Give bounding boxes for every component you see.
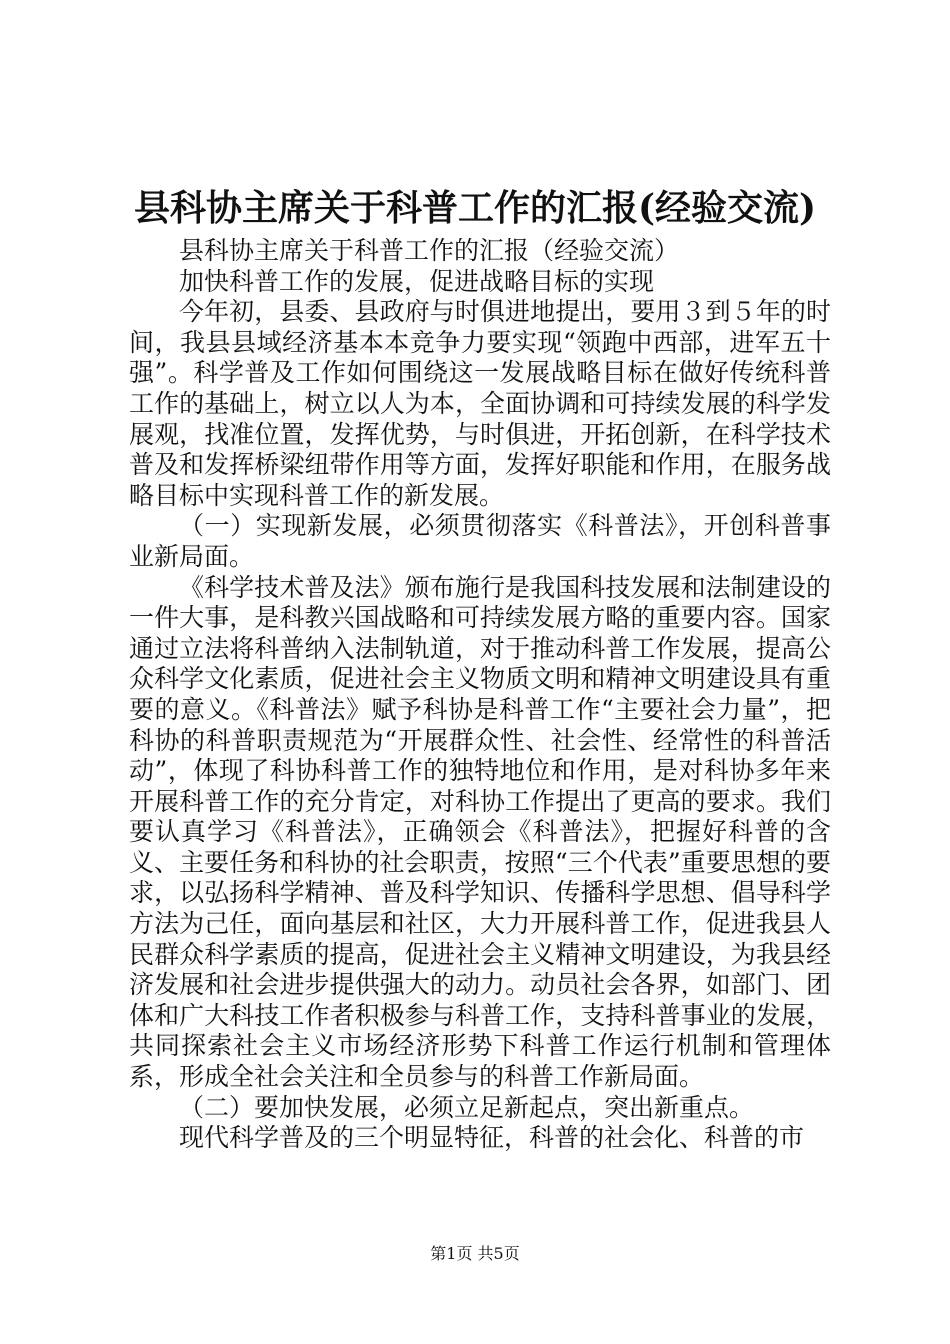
paragraph-section-2-heading: （二）要加快发展，必须立足新起点，突出新重点。 (179, 1092, 755, 1122)
document-body (129, 236, 831, 1154)
document-title: 县科协主席关于科普工作的汇报(经验交流) (133, 187, 817, 229)
paragraph-section-1-heading: （一）实现新发展，必须贯彻落实《科普法》，开创科普事业新局面。 (129, 511, 831, 571)
paragraph-section-1-body: 《科学技术普及法》颁布施行是我国科技发展和法制建设的一件大事，是科教兴国战略和可持续发展方略的重要内容。国家通过立法将科普纳入法制轨道，对于推动科普工作发展，提高公众科学文化素质，促进社会主义物质文明和精神文明建设具有重要的意义。《科普法》赋予科协是科普工作“主要社会力量”，把科协的科普职责规范为“开展群众性、社会性、经常性的科普活动”，体现了科协科普工作的独特地位和作用，是对科协多年来开展科普工作的充分肯定，对科协工作提出了更高的要求。我们要认真学习《科普法》，正确领会《科普法》，把握好科普的含义、主要任务和科协的社会职责，按照“三个代表”重要思想的要求，以弘扬科学精神、普及科学知识、传播科学思想、倡导科学方法为己任，面向基层和社区，大力开展科普工作，促进我县人民群众科学素质的提高，促进社会主义精神文明建设，为我县经济发展和社会进步提供强大的动力。动员社会各界，如部门、团体和广大科技工作者积极参与科普工作，支持科普事业的发展，共同探索社会主义市场经济形势下科普工作运行机制和管理体系，形成全社会关注和全员参与的科普工作新局面。 (129, 572, 831, 1092)
paragraph-subtitle: 县科协主席关于科普工作的汇报（经验交流） (179, 236, 680, 265)
paragraph-theme: 加快科普工作的发展，促进战略目标的实现 (179, 266, 655, 296)
page-footer: 第1页 共5页 (430, 1244, 520, 1263)
paragraph-intro: 今年初，县委、县政府与时俱进地提出，要用３到５年的时间，我县县域经济基本本竞争力要实现“领跑中西部，进军五十强”。科学普及工作如何围绕这一发展战略目标在做好传统科普工作的基础上，树立以人为本，全面协调和可持续发展的科学发展观，找准位置，发挥优势，与时俱进，开拓创新，在科学技术普及和发挥桥梁纽带作用等方面，发挥好职能和作用，在服务战略目标中实现科普工作的新发展。 (129, 297, 831, 510)
paragraph-section-2-body: 现代科学普及的三个明显特征，科普的社会化、科普的市 (179, 1123, 805, 1153)
